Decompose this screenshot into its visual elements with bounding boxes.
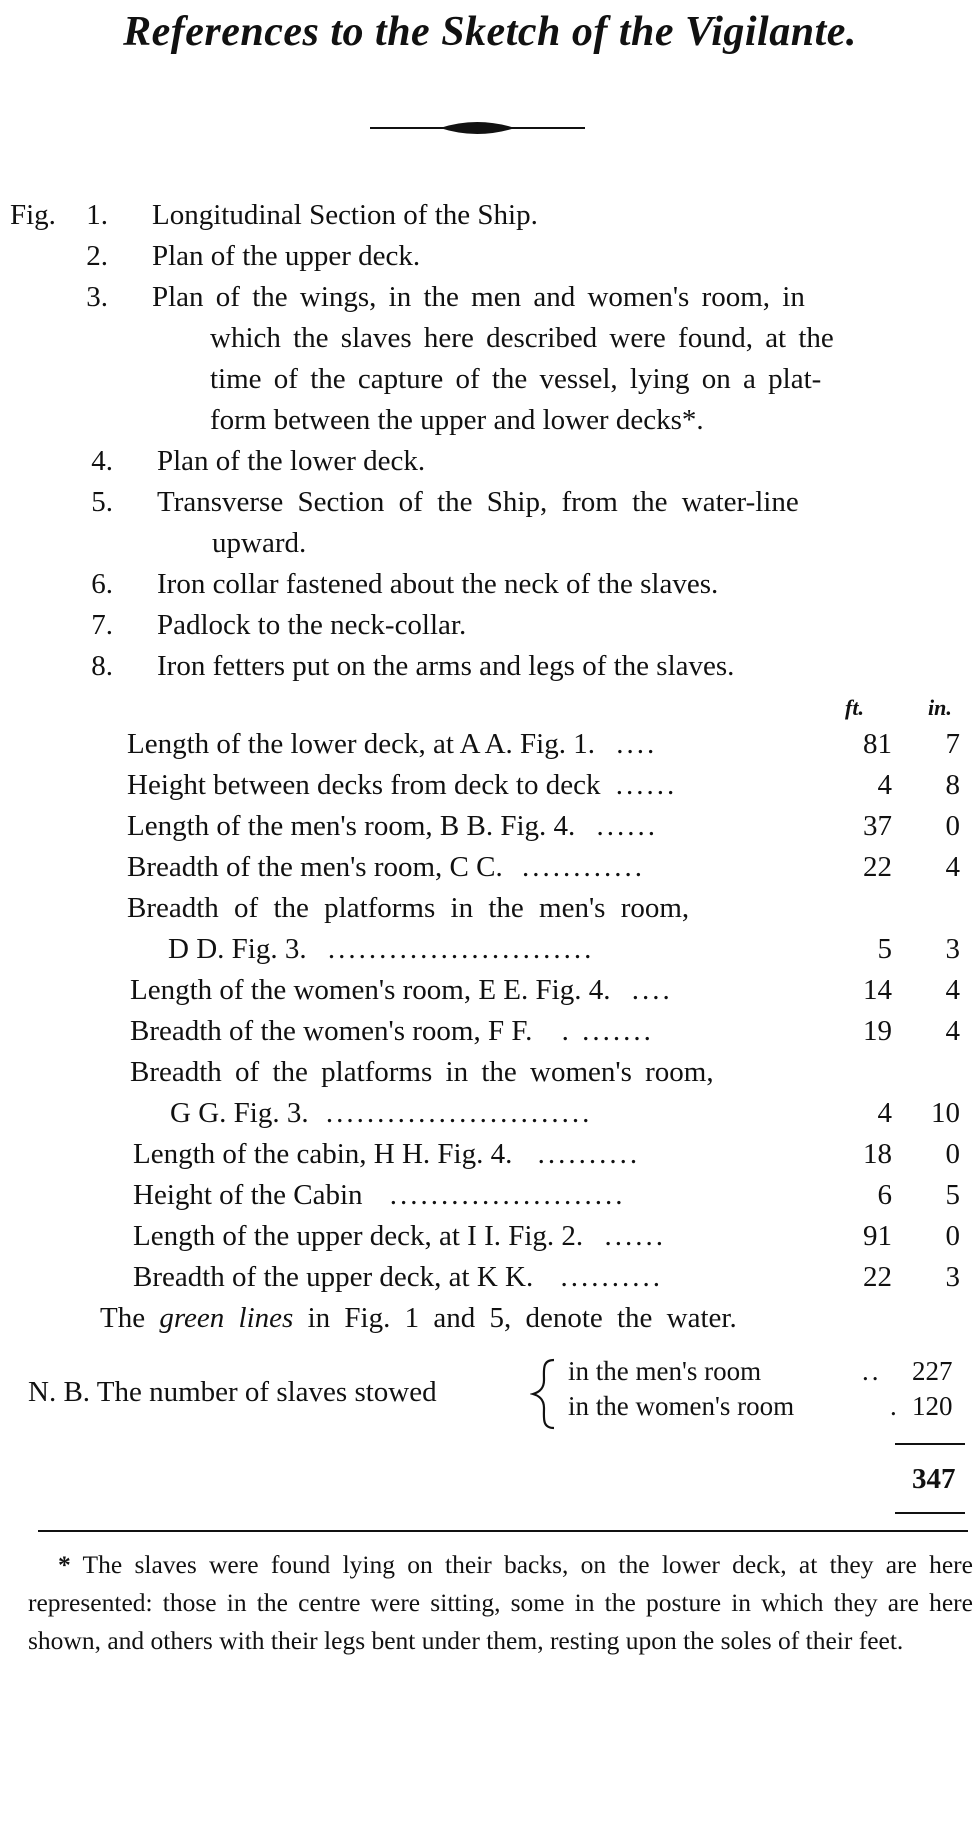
fig-5-text-line-1: Transverse Section of the Ship, from the water-line	[157, 486, 799, 518]
fig-2-number: 2.	[86, 240, 108, 272]
table-row	[127, 730, 837, 759]
fig-prefix: Fig.	[10, 199, 56, 231]
table-row	[133, 1181, 838, 1210]
table-row	[127, 894, 847, 923]
nb-total: 347	[912, 1463, 956, 1495]
row-label: Length of the women's room, E E. Fig. 4.	[130, 976, 611, 1005]
row-label-continuation: D D. Fig. 3.	[168, 935, 307, 964]
row-label: Breadth of the upper deck, at K K.	[133, 1263, 534, 1292]
fig-8-number: 8.	[91, 650, 113, 682]
nb-men-count: 227	[912, 1356, 953, 1386]
row-label: Length of the lower deck, at A A. Fig. 1.	[127, 730, 595, 759]
row-leader-dots: ......	[596, 812, 659, 841]
row-label: Length of the upper deck, at I I. Fig. 2.	[133, 1222, 584, 1251]
nb-women-count: 120	[912, 1391, 953, 1421]
row-inches: 0	[945, 1138, 960, 1170]
row-leader-dots: ....	[616, 730, 658, 759]
nb-women-dots: .	[890, 1391, 900, 1421]
page-title: References to the Sketch of the Vigilante.	[123, 9, 857, 55]
row-label: Breadth of the women's room, F F.	[130, 1017, 533, 1046]
row-label-continuation: G G. Fig. 3.	[170, 1099, 309, 1128]
row-inches: 7	[945, 728, 960, 760]
row-inches: 4	[945, 851, 960, 883]
row-leader-dots: ......	[615, 771, 678, 800]
fig-6-text: Iron collar fastened about the neck of the slaves.	[157, 568, 719, 600]
row-leader-dots: ..........	[560, 1263, 663, 1292]
ornament-divider	[370, 117, 585, 139]
table-row	[127, 853, 837, 882]
row-inches: 5	[945, 1179, 960, 1211]
row-label: Length of the cabin, H H. Fig. 4.	[133, 1140, 513, 1169]
fig-3-text-line-3: time of the capture of the vessel, lying on a plat-	[210, 363, 822, 395]
row-label: Height between decks from deck to deck	[127, 771, 601, 800]
row-leader-dots: ....	[631, 976, 673, 1005]
row-feet: 81	[863, 728, 892, 760]
fig-7-number: 7.	[91, 609, 113, 641]
row-label: Height of the Cabin	[133, 1181, 363, 1210]
table-row	[133, 1140, 838, 1169]
footnote	[28, 1546, 973, 1660]
row-leader-dots: ............	[521, 853, 645, 882]
row-label: Breadth of the men's room, C C.	[127, 853, 503, 882]
row-feet: 37	[863, 810, 892, 842]
table-row	[127, 771, 837, 800]
table-row	[127, 812, 837, 841]
row-leader-dots: .......................	[389, 1181, 626, 1210]
green-lines-note	[100, 1304, 737, 1333]
fig-3-text-line-4: form between the upper and lower decks*.	[210, 404, 704, 436]
table-row-continuation	[170, 1099, 838, 1128]
table-row-continuation	[168, 935, 838, 964]
row-leader-dots: ..........................	[325, 1099, 593, 1128]
row-label: Length of the men's room, B B. Fig. 4.	[127, 812, 576, 841]
fig-3-text-line-1: Plan of the wings, in the men and women's room, in	[152, 281, 805, 313]
row-feet: 91	[863, 1220, 892, 1252]
row-inches: 0	[945, 1220, 960, 1252]
row-inches: 0	[945, 810, 960, 842]
row-label: Breadth of the platforms in the men's room,	[127, 894, 690, 923]
fig-2-text: Plan of the upper deck.	[152, 240, 421, 272]
fig-5-text-line-2: upward.	[212, 527, 307, 559]
row-inches: 3	[945, 933, 960, 965]
row-inches: 3	[945, 1261, 960, 1293]
curly-brace	[530, 1358, 558, 1430]
table-row	[133, 1222, 838, 1251]
row-inches: 10	[931, 1097, 960, 1129]
fig-4-number: 4.	[91, 445, 113, 477]
fig-1-number: 1.	[86, 199, 108, 231]
row-feet: 4	[877, 1097, 892, 1129]
fig-4-text: Plan of the lower deck.	[157, 445, 426, 477]
nb-lead: N. B. The number of slaves stowed	[28, 1376, 437, 1408]
table-row	[130, 976, 840, 1005]
table-row	[130, 1058, 850, 1087]
fig-6-number: 6.	[91, 568, 113, 600]
table-row	[130, 1017, 840, 1046]
row-feet: 14	[863, 974, 892, 1006]
nb-men-dots: ..	[862, 1356, 882, 1386]
row-feet: 5	[877, 933, 892, 965]
fig-7-text: Padlock to the neck-collar.	[157, 609, 467, 641]
row-feet: 6	[877, 1179, 892, 1211]
row-feet: 18	[863, 1138, 892, 1170]
nb-men-label: in the men's room	[568, 1356, 762, 1386]
row-feet: 4	[877, 769, 892, 801]
row-label: Breadth of the platforms in the women's room,	[130, 1058, 714, 1087]
row-inches: 8	[945, 769, 960, 801]
row-feet: 19	[863, 1015, 892, 1047]
in-header: in.	[928, 695, 952, 720]
fig-3-number: 3.	[86, 281, 108, 313]
sum-rule-top	[895, 1443, 965, 1445]
row-inches: 4	[945, 974, 960, 1006]
row-leader-dots: ..........................	[327, 935, 595, 964]
row-leader-dots: ..........	[537, 1140, 641, 1169]
row-inches: 4	[945, 1015, 960, 1047]
ft-header: ft.	[845, 695, 864, 720]
footnote-separator	[38, 1530, 968, 1532]
footnote-star: *	[58, 1550, 71, 1579]
table-row	[133, 1263, 838, 1292]
green-note-pre: The	[100, 1302, 146, 1334]
fig-8-text: Iron fetters put on the arms and legs of the slaves.	[157, 650, 735, 682]
fig-3-text-line-2: which the slaves here described were found, at the	[210, 322, 834, 354]
sum-rule-bottom	[895, 1512, 965, 1514]
green-note-post: in Fig. 1 and 5, denote the water.	[307, 1302, 737, 1334]
footnote-text: The slaves were found lying on their backs, on the lower deck, at they are here represented: those in the centre were sitting, some in the posture in which they are here shown, and others with their legs bent under them, resting upon the soles of their feet.	[28, 1550, 973, 1655]
nb-women-label: in the women's room	[568, 1391, 795, 1421]
green-note-italic: green lines	[159, 1302, 294, 1334]
fig-5-number: 5.	[91, 486, 113, 518]
row-feet: 22	[863, 1261, 892, 1293]
row-feet: 22	[863, 851, 892, 883]
row-leader-dots: ......	[604, 1222, 666, 1251]
fig-1-text: Longitudinal Section of the Ship.	[152, 199, 538, 231]
row-leader-dots: . .......	[561, 1017, 654, 1046]
